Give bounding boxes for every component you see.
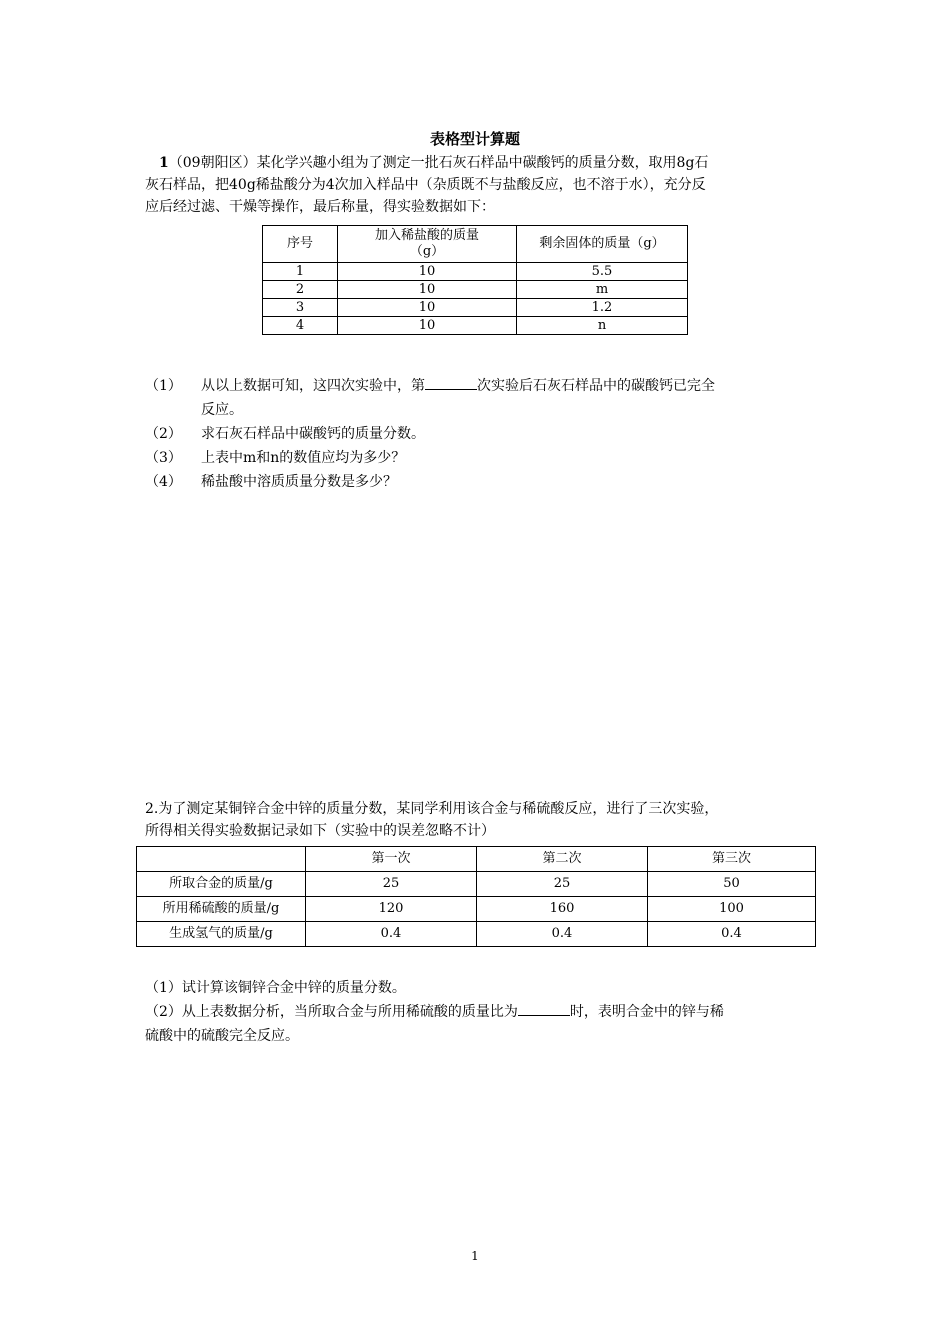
table-cell: 10	[338, 263, 517, 281]
question-text: 稀盐酸中溶质质量分数是多少？	[201, 474, 397, 490]
table-cell: 4	[263, 317, 338, 335]
table-header-cell: 第一次	[306, 847, 477, 872]
problem1-question-1	[145, 374, 810, 422]
table-row	[137, 897, 816, 922]
table-row	[137, 922, 816, 947]
problem1-intro	[145, 152, 810, 218]
page-number: 1	[471, 1249, 479, 1263]
problem2-intro-line2: 所得相关得实验数据记录如下（实验中的误差忽略不计）	[145, 823, 495, 839]
table-cell: 2	[263, 281, 338, 299]
table-cell: n	[517, 317, 688, 335]
table-cell: 所用稀硫酸的质量/g	[137, 897, 306, 922]
problem1-question-4	[145, 470, 397, 494]
table-row	[263, 299, 688, 317]
question-label: （4）	[145, 474, 182, 490]
question-label: （3）	[145, 450, 182, 466]
question-text: 求石灰石样品中碳酸钙的质量分数。	[201, 426, 425, 442]
table-cell: 25	[477, 872, 648, 897]
question-text: （2）从上表数据分析，当所取合金与所用稀硫酸的质量比为	[145, 1004, 518, 1020]
table-header-cell: 序号	[263, 226, 338, 263]
question-text: 从以上数据可知，这四次实验中，第	[201, 378, 425, 394]
problem2-question-2-cont: 硫酸中的硫酸完全反应。	[145, 1028, 299, 1044]
table-row	[263, 281, 688, 299]
question-text: 上表中m和n的数值应均为多少？	[201, 450, 406, 466]
table-header-cell	[338, 226, 517, 263]
problem1-intro-line2: 灰石样品，把40g稀盐酸分为4次加入样品中（杂质既不与盐酸反应，也不溶于水），充分反	[145, 177, 706, 193]
table-cell: 100	[648, 897, 816, 922]
problem2-question-1: （1）试计算该铜锌合金中锌的质量分数。	[145, 980, 406, 996]
problem1-number: 1	[159, 155, 169, 171]
table-cell: 160	[477, 897, 648, 922]
table-cell: 1	[263, 263, 338, 281]
problem1-intro-line3: 应后经过滤、干燥等操作，最后称量，得实验数据如下：	[145, 199, 495, 215]
table-cell: 1.2	[517, 299, 688, 317]
table-cell: 10	[338, 299, 517, 317]
problem1-intro-line1: （09朝阳区）某化学兴趣小组为了测定一批石灰石样品中碳酸钙的质量分数，取用8g石	[168, 155, 709, 171]
header-text-line2: （g）	[409, 244, 445, 259]
table-cell: 50	[648, 872, 816, 897]
table-row	[263, 263, 688, 281]
table-row	[137, 872, 816, 897]
problem1-question-2	[145, 422, 425, 446]
table-header-cell: 第二次	[477, 847, 648, 872]
table-header-row	[137, 847, 816, 872]
problem2-question-2	[145, 1000, 825, 1024]
problem2-table	[136, 846, 816, 947]
answer-blank	[518, 1001, 570, 1016]
table-cell: 3	[263, 299, 338, 317]
table-cell: 0.4	[306, 922, 477, 947]
table-header-cell	[137, 847, 306, 872]
table-row	[263, 317, 688, 335]
table-cell: 所取合金的质量/g	[137, 872, 306, 897]
table-cell: 0.4	[648, 922, 816, 947]
question-label: （1）	[145, 378, 182, 394]
answer-blank	[425, 375, 477, 390]
question-text: 时，表明合金中的锌与稀	[569, 1004, 724, 1020]
header-text-line1: 加入稀盐酸的质量	[374, 228, 479, 243]
table-cell: 25	[306, 872, 477, 897]
table-header-cell: 剩余固体的质量（g）	[517, 226, 688, 263]
page-title: 表格型计算题	[429, 130, 520, 148]
problem2-questions	[145, 976, 825, 1048]
problem1-question-3	[145, 446, 405, 470]
question-text: 次实验后石灰石样品中的碳酸钙已完全	[477, 378, 715, 394]
table-cell: 5.5	[517, 263, 688, 281]
question-text: 反应。	[201, 402, 243, 418]
problem2-intro-line1: 2.为了测定某铜锌合金中锌的质量分数，某同学利用该合金与稀硫酸反应，进行了三次实验，	[145, 801, 719, 817]
table-header-cell: 第三次	[648, 847, 816, 872]
table-cell: 10	[338, 281, 517, 299]
table-cell: m	[517, 281, 688, 299]
table-cell: 生成氢气的质量/g	[137, 922, 306, 947]
table-cell: 120	[306, 897, 477, 922]
problem1-table	[262, 225, 688, 335]
table-cell: 0.4	[477, 922, 648, 947]
table-cell: 10	[338, 317, 517, 335]
problem2-intro	[145, 798, 825, 842]
question-label: （2）	[145, 426, 182, 442]
